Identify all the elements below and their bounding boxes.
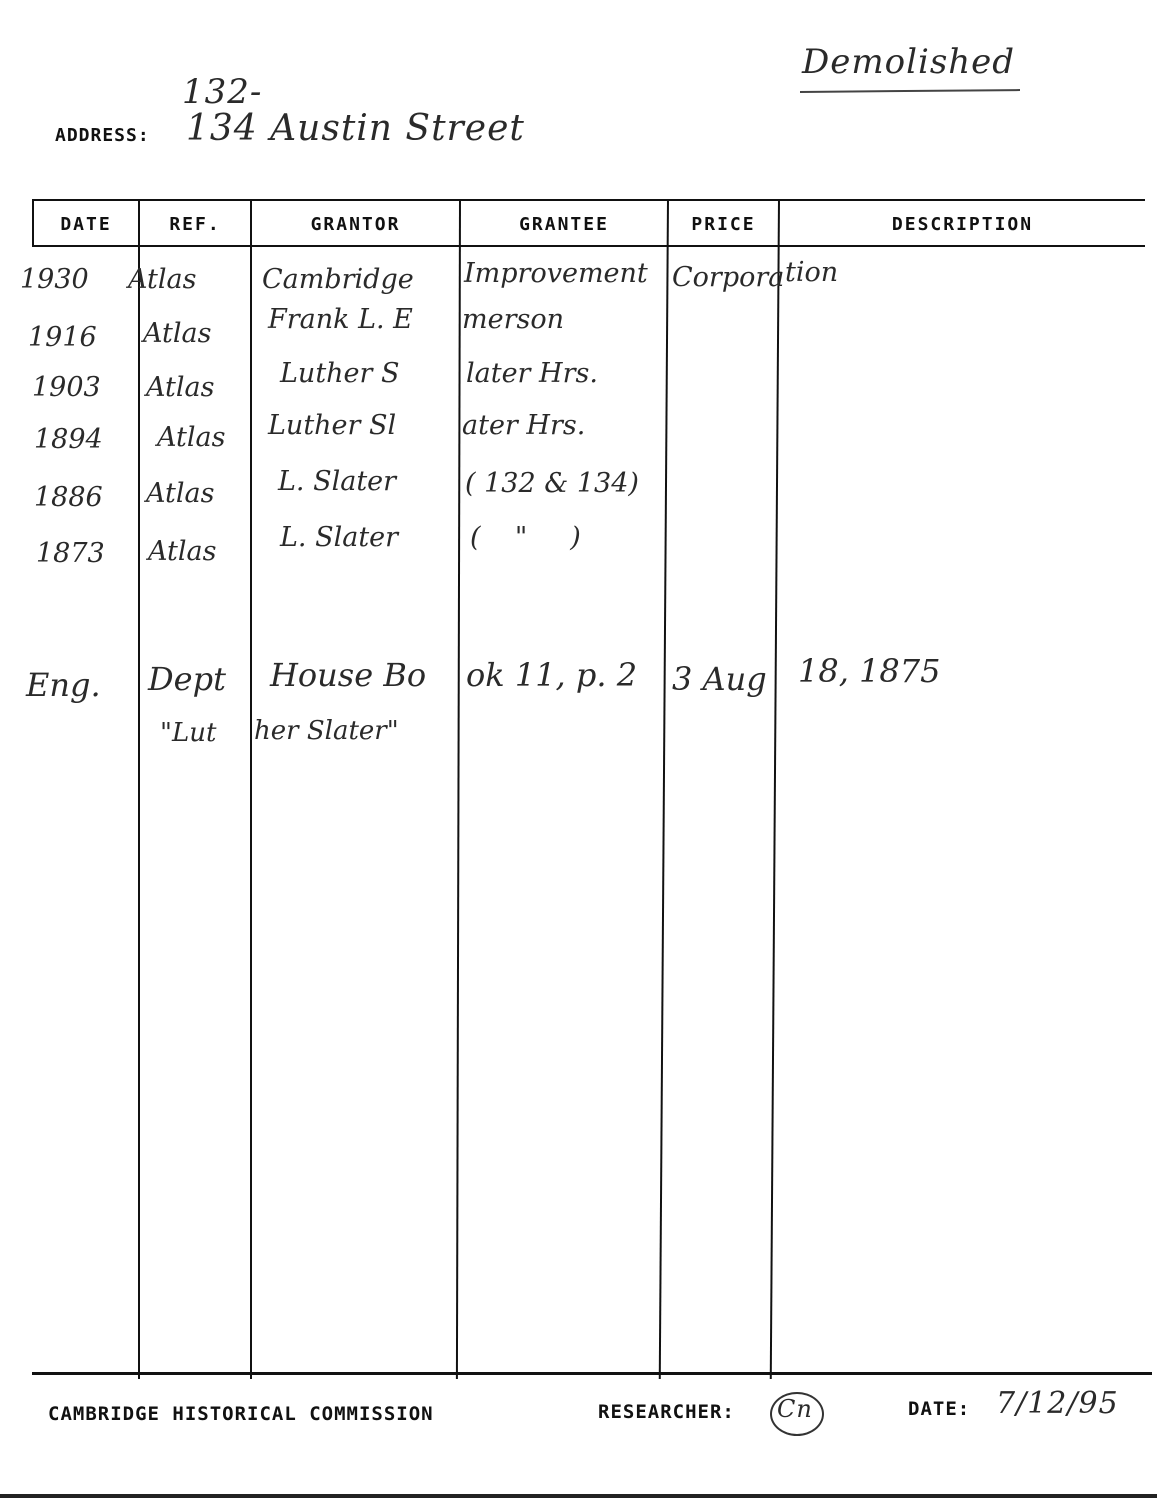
date-cell: 1894 xyxy=(34,424,103,455)
date-cell: 1873 xyxy=(36,538,105,569)
column-header-grantor: GRANTOR xyxy=(310,213,401,235)
column-header-date: DATE xyxy=(60,213,112,235)
column-header-grantee: GRANTEE xyxy=(519,213,609,235)
grantor-cell: L. Slater xyxy=(278,466,397,497)
extra-grantee-cell: ok 11, p. 2 xyxy=(466,656,638,694)
grantee-cell: ater Hrs. xyxy=(462,410,586,441)
column-header-description: DESCRIPTION xyxy=(891,213,1034,235)
grantee-cell: ( 132 & 134) xyxy=(465,468,639,499)
footer-date-label: DATE: xyxy=(908,1398,971,1420)
date-cell: 1930 xyxy=(20,264,89,295)
grantor-cell: L. Slater xyxy=(280,522,399,553)
extra-grantor-cell: House Bo xyxy=(270,656,427,694)
address-prefix: 132- xyxy=(182,72,263,112)
extra-note-b: her Slater" xyxy=(254,716,399,746)
grantor-cell: Frank L. E xyxy=(268,304,413,335)
address-value: 134 Austin Street xyxy=(186,108,525,149)
extra-ref-cell: Dept xyxy=(148,660,226,698)
footer-date-value: 7/12/95 xyxy=(996,1386,1119,1421)
column-header-price: PRICE xyxy=(691,213,756,235)
column-divider xyxy=(659,199,669,1379)
grantor-cell: Luther S xyxy=(280,358,400,389)
grantee-cell: later Hrs. xyxy=(466,358,598,389)
table-top-rule xyxy=(32,199,1145,201)
commission-name: CAMBRIDGE HISTORICAL COMMISSION xyxy=(48,1403,434,1425)
ref-cell: Atlas xyxy=(157,422,226,453)
column-header-ref: REF. xyxy=(169,213,221,235)
date-cell: 1886 xyxy=(34,482,103,513)
column-divider xyxy=(138,199,140,1379)
extra-description-cell: 18, 1875 xyxy=(798,652,941,690)
researcher-label: RESEARCHER: xyxy=(598,1401,735,1423)
extra-date-cell: Eng. xyxy=(26,666,101,704)
table-bottom-rule xyxy=(32,1372,1152,1375)
grantor-cell: Cambridge xyxy=(262,264,414,295)
address-label: ADDRESS: xyxy=(55,125,150,146)
description-cell: tion xyxy=(785,257,839,288)
ref-cell: Atlas xyxy=(148,536,217,567)
ref-cell: Atlas xyxy=(143,318,212,349)
grantor-cell: Luther Sl xyxy=(268,410,397,441)
status-note: Demolished xyxy=(802,42,1016,82)
extra-note-a: "Lut xyxy=(160,718,217,748)
ref-cell: Atlas xyxy=(146,478,215,509)
extra-price-cell: 3 Aug xyxy=(672,660,767,698)
ref-cell: Atlas xyxy=(128,264,197,295)
page-bottom-edge xyxy=(0,1494,1157,1498)
price-cell: Corpora xyxy=(672,262,785,293)
grantee-cell: ( " ) xyxy=(470,522,581,553)
grantee-cell: Improvement xyxy=(464,258,648,289)
column-divider xyxy=(456,199,461,1379)
researcher-initials: Cn xyxy=(777,1395,813,1423)
grantee-cell: merson xyxy=(462,304,564,335)
status-note-underline xyxy=(800,89,1020,93)
column-divider xyxy=(250,199,252,1379)
column-divider xyxy=(770,199,780,1379)
date-cell: 1903 xyxy=(32,372,101,403)
ref-cell: Atlas xyxy=(146,372,215,403)
date-cell: 1916 xyxy=(28,322,97,353)
